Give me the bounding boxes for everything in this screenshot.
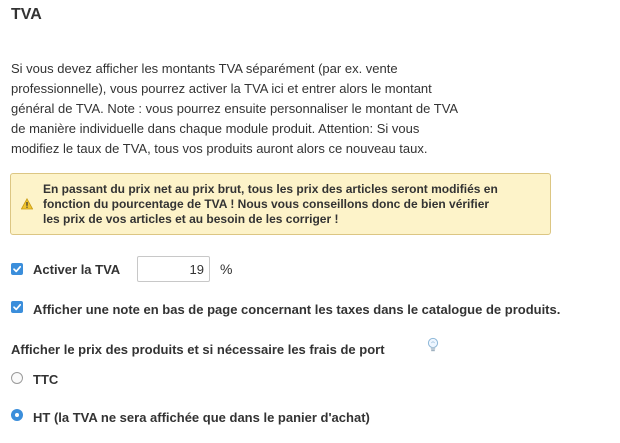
description-text [11,59,611,159]
section-title: TVA [11,6,42,23]
price-display-label: Afficher le prix des produits et si nécessaire les frais de port [11,342,385,357]
warning-line: fonction du pourcentage de TVA ! Nous vous conseillons donc de bien vérifier [43,197,490,211]
ht-label[interactable]: HT (la TVA ne sera affichée que dans le panier d'achat) [33,410,370,425]
warning-triangle-icon [21,198,33,210]
checkmark-icon [12,302,22,312]
footnote-label[interactable]: Afficher une note en bas de page concernant les taxes dans le catalogue de produits. [33,302,561,317]
description-line: de manière individuelle dans chaque module produit. Attention: Si vous [11,121,420,136]
checkmark-icon [12,264,22,274]
warning-line: les prix de vos articles et au besoin de les corriger ! [43,212,339,226]
description-line: Si vous devez afficher les montants TVA séparément (par ex. vente [11,61,398,76]
ttc-label[interactable]: TTC [33,372,59,387]
warning-box [10,173,551,235]
description-line: professionnelle), vous pourrez activer la TVA ici et entrer alors le montant [11,81,432,96]
percent-unit: % [220,261,233,277]
activate-tva-checkbox[interactable] [11,263,23,275]
warning-line: En passant du prix net au prix brut, tous les prix des articles seront modifiés en [43,182,498,196]
warning-text [43,182,543,227]
ht-radio[interactable] [11,409,23,421]
activate-tva-label[interactable]: Activer la TVA [33,262,121,277]
tva-rate-input[interactable] [137,256,210,282]
lightbulb-icon[interactable] [427,337,439,355]
footnote-checkbox[interactable] [11,301,23,313]
description-line: général de TVA. Note : vous pourrez ensuite personnaliser le montant de TVA [11,101,459,116]
ttc-radio[interactable] [11,372,23,384]
description-line: modifiez le taux de TVA, tous vos produits auront alors ce nouveau taux. [11,141,428,156]
